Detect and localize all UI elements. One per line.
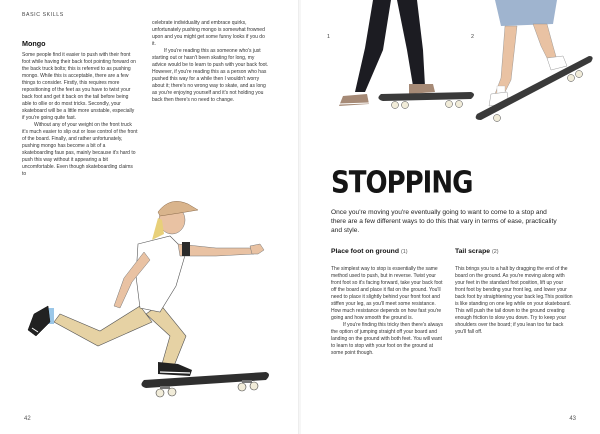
running-head: BASIC SKILLS [22, 12, 64, 18]
place-foot-heading-text: Place foot on ground [331, 248, 399, 255]
tail-scrape-heading-text: Tail scrape [455, 248, 491, 255]
mongo-paragraph: Some people find it easier to push with their front foot while having their back foot pointing forward on the back truck bolts; this is referred to as pushing mongo. While this is acceptable, there are a few things to consider. Firstly, this requires more repositioning of the feet as you have to twist your back foot and get it back on the tail before being able to ollie or do most tricks. Secondly, your skateboard will be a little more unstable, especially if you're going quite fast. [22, 52, 136, 121]
mongo-column-1 [22, 52, 138, 178]
body-paragraph: The simplest way to stop is essentially the same method used to push, but in reverse. Twist your front foot so it's facing forward, take your back foot off the board and place it flat on the ground. You'll need to place it slightly behind your front foot and stiffen your leg, as you'll meet some resistance. How much resistance depends on how fast you're going and how smooth the ground is. [331, 266, 443, 321]
intro-paragraph: Once you're moving you're eventually going to want to come to a stop and there are a few different ways to do this that vary in terms of ease, practicality and style. [331, 209, 557, 234]
foot-on-ground-illustration [321, 0, 471, 120]
mongo-paragraph: If you're reading this as someone who's just starting out or hasn't been skating for long, my advice would be to learn to push with your back foot. However, if you're reading this as a person who has pushed this way for a while then I wouldn't worry about it; there's no wrong way to skate, and as long as you're enjoying yourself and it's not holding you back then there's no need to change. [152, 48, 269, 103]
skater-pushing-illustration [20, 196, 280, 406]
tail-scrape-heading [455, 248, 499, 255]
figure-number: 1 [327, 34, 330, 40]
section-title: STOPPING [331, 166, 473, 201]
right-page [301, 0, 600, 434]
place-foot-column [331, 266, 445, 357]
tail-scrape-column [455, 266, 573, 336]
place-foot-heading [331, 248, 408, 255]
body-paragraph: This brings you to a halt by dragging the end of the board on the ground. As you're moving along with your feet in the standard foot position, lift up your front foot by bending your front leg, and lower your back foot by straightening your back leg.This position is like standing on one leg while on your skateboard. This will push the tail down to the ground creating enough friction to slow you down. Try to keep your shoulders over the board; if you lean too far back you'll fall off. [455, 266, 573, 335]
figure-reference: (2) [492, 249, 499, 255]
figure-number: 2 [471, 34, 474, 40]
mongo-heading: Mongo [22, 39, 46, 48]
tail-scrape-illustration [471, 0, 600, 130]
left-page [0, 0, 299, 434]
page-number: 42 [24, 416, 31, 422]
mongo-paragraph: Without any of your weight on the front truck it's much easier to slip out or lose control of the front of the board. Finally, and rather unfortunately, pushing mongo has become a bit of a skateboarding faux pas, mainly because it's hard to push this way without it appearing a bit uncomfortable. Even though skateboarding claims to [22, 122, 138, 177]
page-number: 43 [569, 416, 576, 422]
mongo-column-2 [152, 20, 270, 104]
body-paragraph: If you're finding this tricky then there's always the option of jumping straight off your board and landing on the ground with both feet. You will want to learn to stop with your foot on the ground at some point though. [331, 322, 444, 356]
figure-reference: (1) [400, 249, 408, 255]
mongo-paragraph: celebrate individuality and embrace quirks, unfortunately pushing mongo is somewhat frowned upon and you might get some funny looks if you do it. [152, 20, 265, 47]
